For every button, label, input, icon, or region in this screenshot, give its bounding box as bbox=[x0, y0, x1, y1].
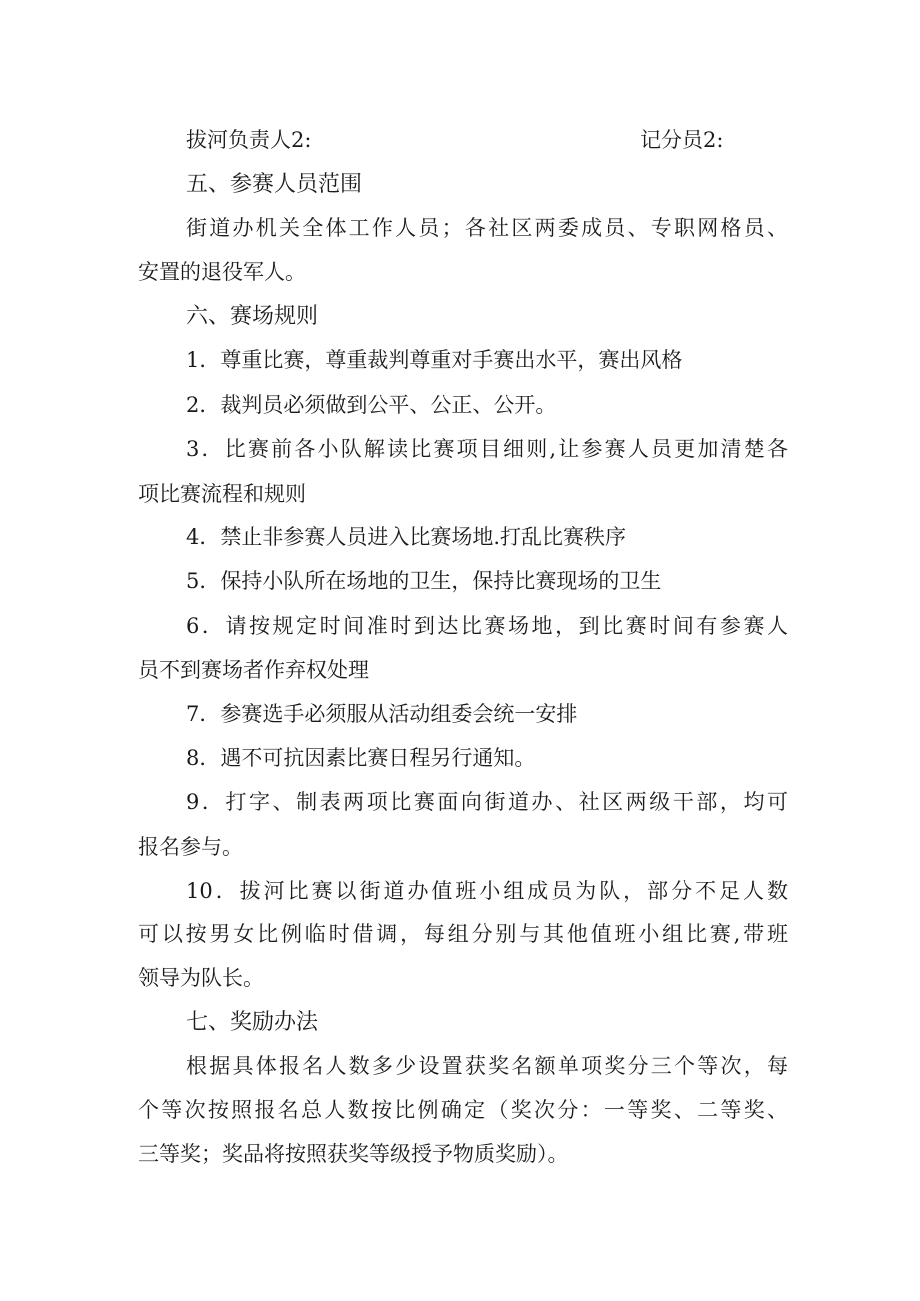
rule-1: 1．尊重比赛，尊重裁判尊重对手赛出水平，赛出风格 bbox=[186, 348, 683, 372]
section-5-line-1: 街道办机关全体工作人员；各社区两委成员、专职网格员、 bbox=[186, 216, 788, 240]
section-6-heading: 六、赛场规则 bbox=[186, 304, 319, 329]
rule-8: 8．遇不可抗因素比赛日程另行通知。 bbox=[186, 746, 536, 770]
rule-6-line-1: 6．请按规定时间准时到达比赛场地，到比赛时间有参赛人 bbox=[186, 614, 788, 638]
rule-5: 5．保持小队所在场地的卫生，保持比赛现场的卫生 bbox=[186, 569, 662, 593]
section-7-line-2: 个等次按照报名总人数按比例确定（奖次分：一等奖、二等奖、 bbox=[138, 1098, 788, 1122]
section-5-heading: 五、参赛人员范围 bbox=[186, 172, 363, 197]
section-7-heading: 七、奖励办法 bbox=[186, 1010, 319, 1035]
rule-9-line-2: 报名参与。 bbox=[138, 835, 243, 859]
rule-10-line-3: 领导为队长。 bbox=[138, 966, 264, 990]
section-7-line-1: 根据具体报名人数多少设置获奖名额单项奖分三个等次，每 bbox=[186, 1054, 788, 1078]
rule-3-line-1: 3．比赛前各小队解读比赛项目细则,让参赛人员更加清楚各 bbox=[186, 437, 788, 461]
rule-3-line-2: 项比赛流程和规则 bbox=[138, 482, 306, 506]
scorer-label: 记分员2: bbox=[640, 128, 724, 152]
rule-10-line-1: 10．拔河比赛以街道办值班小组成员为队，部分不足人数 bbox=[186, 879, 788, 903]
rule-4: 4．禁止非参赛人员进入比赛场地.打乱比赛秩序 bbox=[186, 525, 627, 549]
rule-6-line-2: 员不到赛场者作弃权处理 bbox=[138, 658, 369, 682]
rule-9-line-1: 9．打字、制表两项比赛面向街道办、社区两级干部，均可 bbox=[186, 790, 788, 814]
section-7-line-3: 三等奖；奖品将按照获奖等级授予物质奖励）。 bbox=[138, 1142, 569, 1166]
rule-10-line-2: 可以按男女比例临时借调，每组分别与其他值班小组比赛,带班 bbox=[138, 922, 788, 946]
rule-7: 7．参赛选手必须服从活动组委会统一安排 bbox=[186, 702, 578, 726]
section-5-line-2: 安置的退役军人。 bbox=[138, 260, 306, 284]
tug-of-war-leader-label: 拔河负责人2: bbox=[186, 128, 312, 152]
rule-2: 2．裁判员必须做到公平、公正、公开。 bbox=[186, 393, 557, 417]
